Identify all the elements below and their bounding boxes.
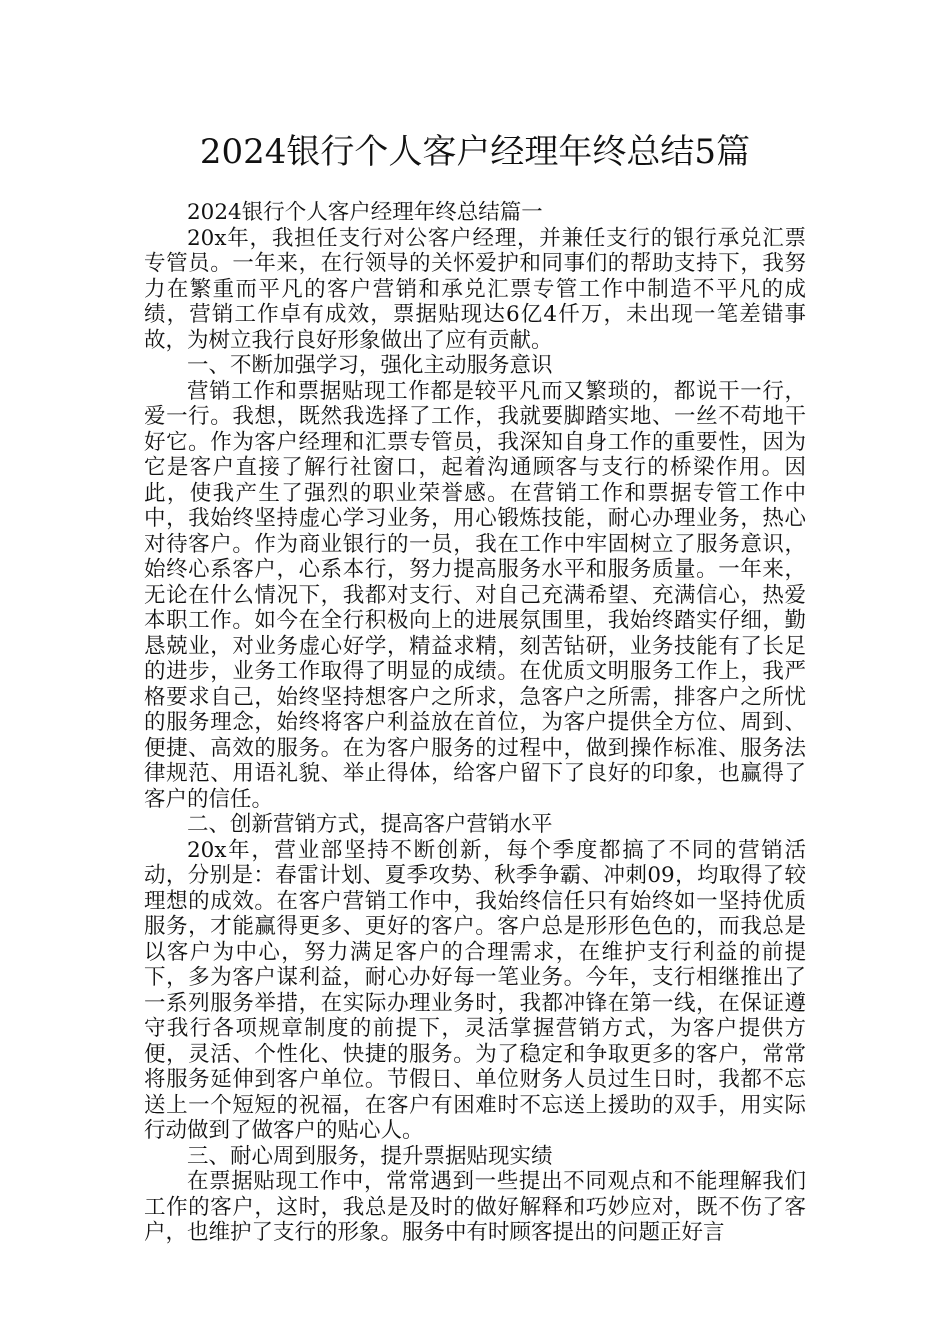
document-page [144, 126, 806, 1246]
body-paragraph: 20x年，营业部坚持不断创新，每个季度都搞了不同的营销活动，分别是：春雷计划、夏季攻势、秋季争霸、冲刺09，均取得了较理想的成效。在客户营销工作中，我始终信任只有始终如一坚持优质服务，才能赢得更多、更好的客户。客户总是形形色色的，而我总是以客户为中心，努力满足客户的合理需求，在维护支行利益的前提下，多为客户谋利益，耐心办好每一笔业务。今年，支行相继推出了一系列服务举措，在实际办理业务时，我都冲锋在第一线，在保证遵守我行各项规章制度的前提下，灵活掌握营销方式，为客户提供方便，灵活、个性化、快捷的服务。为了稳定和争取更多的客户，常常将服务延伸到客户单位。节假日、单位财务人员过生日时，我都不忘送上一个短短的祝福，在客户有困难时不忘送上援助的双手，用实际行动做到了做客户的贴心人。 [144, 837, 806, 1143]
section-heading: 二、创新营销方式，提高客户营销水平 [187, 812, 553, 837]
section-heading: 2024银行个人客户经理年终总结篇一 [187, 200, 543, 225]
document-title: 2024银行个人客户经理年终总结5篇 [199, 132, 751, 172]
section-heading: 一、不断加强学习，强化主动服务意识 [187, 353, 553, 378]
document-body [144, 200, 806, 1246]
section-heading: 三、耐心周到服务，提升票据贴现实绩 [187, 1143, 553, 1169]
body-paragraph: 营销工作和票据贴现工作都是较平凡而又繁琐的，都说干一行，爱一行。我想，既然我选择了工作，我就要脚踏实地、一丝不苟地干好它。作为客户经理和汇票专管员，我深知自身工作的重要性，因为它是客户直接了解行社窗口，起着沟通顾客与支行的桥梁作用。因此，使我产生了强烈的职业荣誉感。在营销工作和票据专管工作中中，我始终坚持虚心学习业务，用心锻炼技能，耐心办理业务，热心对待客户。作为商业银行的一员，我在工作中牢固树立了服务意识，始终心系客户，心系本行，努力提高服务水平和服务质量。一年来，无论在什么情况下，我都对支行、对自己充满希望、充满信心，热爱本职工作。如今在全行积极向上的进展氛围里，我始终踏实仔细，勤恳兢业，对业务虚心好学，精益求精，刻苦钻研，业务技能有了长足的进步，业务工作取得了明显的成绩。在优质文明服务工作上，我严格要求自己，始终坚持想客户之所求，急客户之所需，排客户之所忧的服务理念，始终将客户利益放在首位，为客户提供全方位、周到、便捷、高效的服务。在为客户服务的过程中，做到操作标准、服务法律规范、用语礼貌、举止得体，给客户留下了良好的印象，也赢得了客户的信任。 [144, 378, 806, 812]
body-paragraph: 20x年，我担任支行对公客户经理，并兼任支行的银行承兑汇票专管员。一年来，在行领导的关怀爱护和同事们的帮助支持下，我努力在繁重而平凡的客户营销和承兑汇票专管工作中制造不平凡的成绩，营销工作卓有成效，票据贴现达6亿4仟万，未出现一笔差错事故，为树立我行良好形象做出了应有贡献。 [144, 225, 806, 353]
body-paragraph: 在票据贴现工作中，常常遇到一些提出不同观点和不能理解我们工作的客户，这时，我总是及时的做好解释和巧妙应对，既不伤了客户，也维护了支行的形象。服务中有时顾客提出的问题正好言 [144, 1169, 806, 1245]
